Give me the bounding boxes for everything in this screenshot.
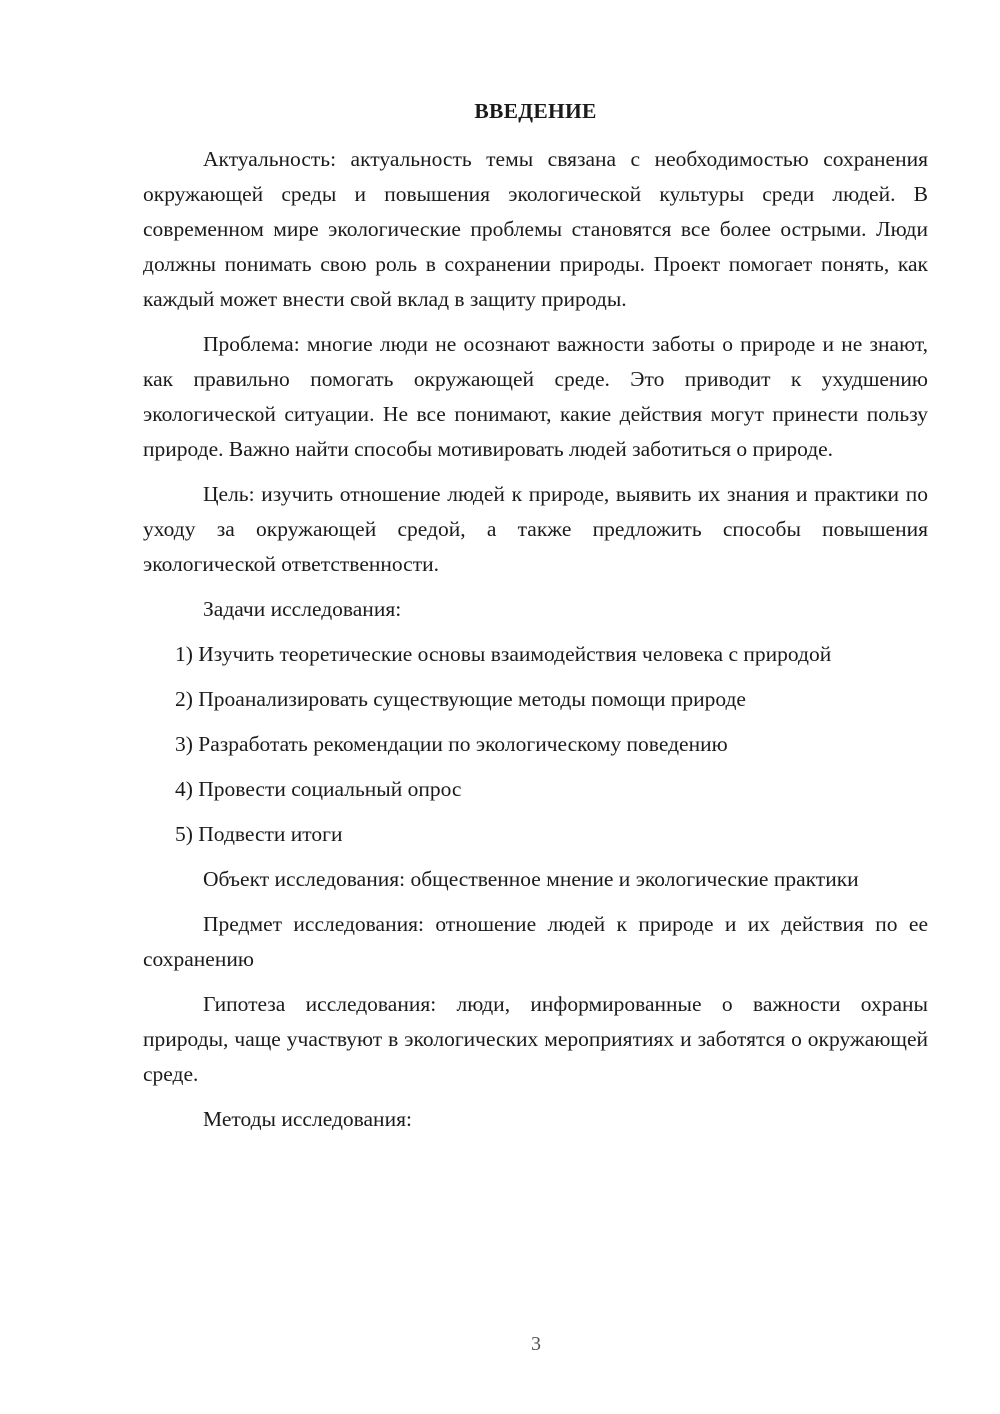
paragraph-problem: Проблема: многие люди не осознают важности заботы о природе и не знают, как правильно помогать окружающей среде. Это приводит к ухудшению экологической ситуации. Не все понимают, какие действия могут принести пользу природе. Важно найти способы мотивировать людей заботиться о природе. bbox=[143, 332, 928, 461]
task-item-1: 1) Изучить теоретические основы взаимодействия человека с природой bbox=[175, 642, 832, 666]
page-number: 3 bbox=[531, 1333, 541, 1355]
paragraph-tasks-heading: Задачи исследования: bbox=[203, 597, 402, 621]
paragraph-object: Объект исследования: общественное мнение и экологические практики bbox=[203, 867, 859, 891]
paragraph-goal: Цель: изучить отношение людей к природе, выявить их знания и практики по уходу за окружающей средой, а также предложить способы повышения экологической ответственности. bbox=[143, 482, 928, 576]
document-page bbox=[143, 96, 928, 1147]
task-item-4: 4) Провести социальный опрос bbox=[175, 777, 462, 801]
paragraph-methods-heading: Методы исследования: bbox=[203, 1107, 412, 1131]
paragraph-relevance: Актуальность: актуальность темы связана с необходимостью сохранения окружающей среды и повышения экологической культуры среди людей. В современном мире экологические проблемы становятся все более острыми. Люди должны понимать свою роль в сохранении природы. Проект помогает понять, как каждый может внести свой вклад в защиту природы. bbox=[143, 147, 928, 311]
task-item-5: 5) Подвести итоги bbox=[175, 822, 343, 846]
page-title: ВВЕДЕНИЕ bbox=[474, 99, 597, 123]
task-item-2: 2) Проанализировать существующие методы помощи природе bbox=[175, 687, 746, 711]
paragraph-hypothesis: Гипотеза исследования: люди, информированные о важности охраны природы, чаще участвуют в экологических мероприятиях и заботятся о окружающей среде. bbox=[143, 992, 928, 1086]
paragraph-subject: Предмет исследования: отношение людей к природе и их действия по ее сохранению bbox=[143, 912, 928, 971]
task-item-3: 3) Разработать рекомендации по экологическому поведению bbox=[175, 732, 728, 756]
